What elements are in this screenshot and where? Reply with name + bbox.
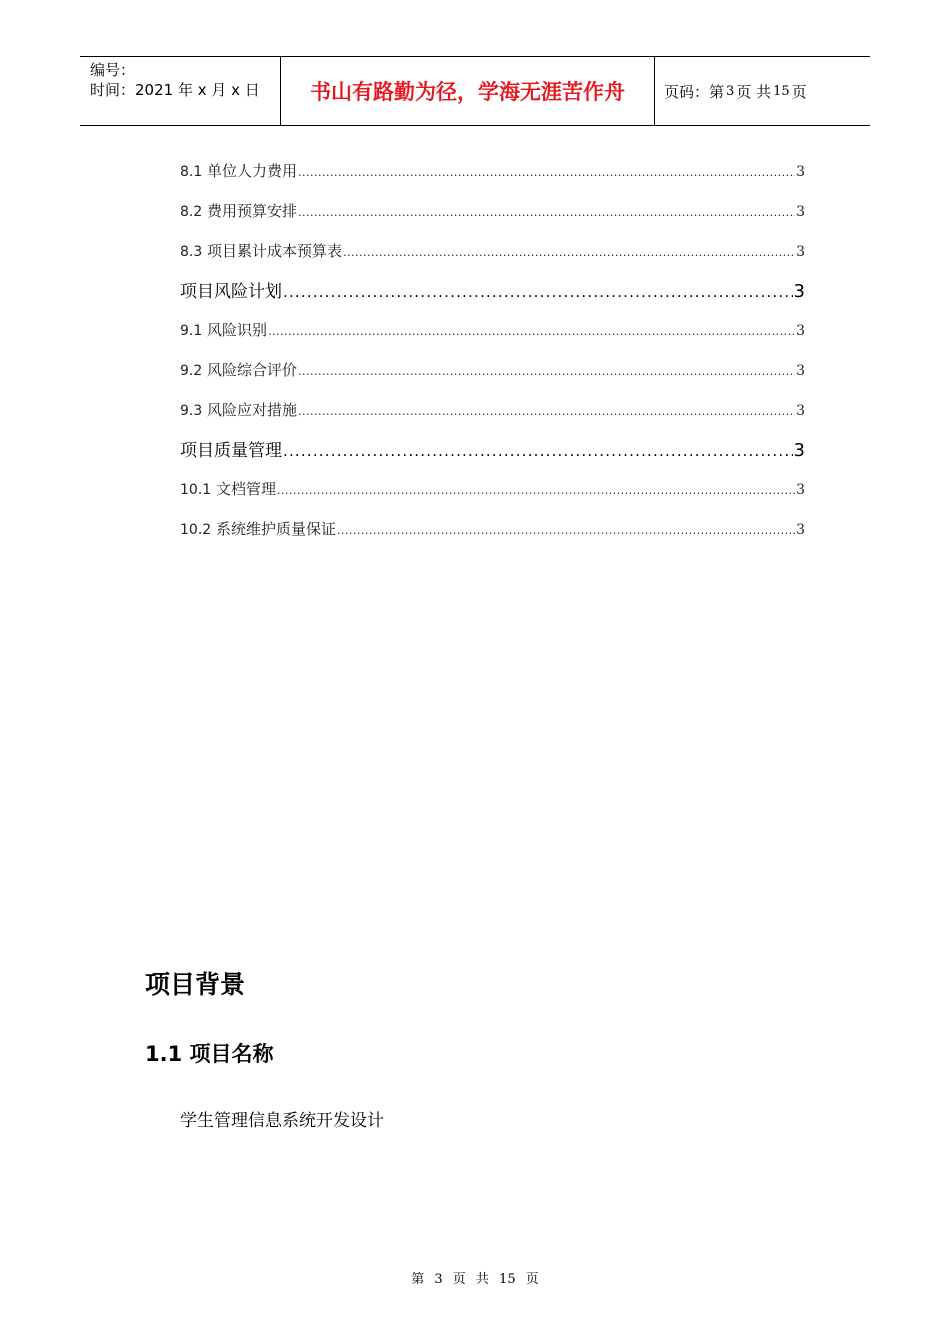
toc-page: 3 bbox=[796, 204, 805, 220]
page-footer: 第 3 页 共 15 页 bbox=[411, 1272, 539, 1287]
page-suffix: 页 bbox=[791, 82, 807, 101]
toc-title: 风险应对措施 bbox=[207, 401, 298, 419]
toc-number: 8.2 bbox=[180, 204, 203, 220]
toc-title: 系统维护质量保证 bbox=[215, 520, 336, 538]
toc-entry[interactable] bbox=[180, 436, 805, 461]
page-current: 3 bbox=[726, 83, 735, 99]
toc-title: 风险综合评价 bbox=[207, 361, 298, 379]
toc-number: 9.1 bbox=[180, 323, 203, 339]
toc-title: 项目质量管理 bbox=[180, 441, 282, 461]
toc-entry[interactable] bbox=[180, 160, 805, 181]
page-prefix: 页码：第 bbox=[664, 82, 725, 101]
subsection-title: 项目名称 bbox=[189, 1042, 274, 1066]
toc-number: 9.3 bbox=[180, 403, 203, 419]
toc-number: 10.1 bbox=[180, 482, 212, 498]
header-motto: 书山有路勤为径，学海无涯苦作舟 bbox=[281, 57, 655, 125]
toc-title: 单位人力费用 bbox=[207, 162, 298, 180]
toc-page: 3 bbox=[793, 281, 805, 302]
toc-entry[interactable] bbox=[180, 359, 805, 380]
toc-number: 8.1 bbox=[180, 164, 203, 180]
toc-number: 10.2 bbox=[180, 522, 212, 538]
toc-page: 3 bbox=[796, 164, 805, 180]
page-header bbox=[80, 56, 870, 126]
header-page-info bbox=[655, 57, 870, 125]
toc-number: 9.2 bbox=[180, 363, 203, 379]
page-middle: 页 共 bbox=[736, 82, 772, 101]
toc-entry[interactable] bbox=[180, 518, 805, 539]
toc-entry[interactable] bbox=[180, 277, 805, 302]
toc-entry[interactable] bbox=[180, 319, 805, 340]
toc-leader bbox=[298, 365, 795, 378]
toc-page: 3 bbox=[796, 403, 805, 419]
toc-title: 费用预算安排 bbox=[207, 202, 298, 220]
toc-leader bbox=[343, 246, 795, 259]
subsection-heading bbox=[145, 1038, 274, 1068]
toc-page: 3 bbox=[793, 440, 805, 461]
section-heading: 项目背景 bbox=[145, 970, 246, 999]
toc-title: 项目累计成本预算表 bbox=[207, 242, 343, 260]
toc-title: 文档管理 bbox=[215, 480, 276, 498]
page-total: 15 bbox=[773, 83, 790, 99]
toc-leader bbox=[298, 166, 795, 179]
toc-entry[interactable] bbox=[180, 200, 805, 221]
toc-page: 3 bbox=[796, 323, 805, 339]
time-label: 时间：2021 年 x 月 x 日 bbox=[90, 81, 260, 99]
toc-title: 风险识别 bbox=[207, 321, 268, 339]
toc-title: 项目风险计划 bbox=[180, 282, 282, 302]
toc-leader bbox=[298, 405, 795, 418]
number-label: 编号： bbox=[90, 61, 136, 79]
toc-entry[interactable] bbox=[180, 399, 805, 420]
toc-leader bbox=[283, 283, 793, 301]
toc-leader bbox=[283, 442, 793, 460]
toc-leader bbox=[337, 524, 795, 537]
toc-number: 8.3 bbox=[180, 244, 203, 260]
toc-page: 3 bbox=[796, 363, 805, 379]
toc-entry[interactable] bbox=[180, 478, 805, 499]
toc-page: 3 bbox=[796, 482, 805, 498]
toc-entry[interactable] bbox=[180, 240, 805, 261]
toc-leader bbox=[277, 484, 795, 497]
toc-page: 3 bbox=[796, 244, 805, 260]
toc-page: 3 bbox=[796, 522, 805, 538]
toc-leader bbox=[268, 325, 795, 338]
subsection-number: 1.1 bbox=[145, 1042, 183, 1066]
toc-leader bbox=[298, 206, 795, 219]
project-name-text: 学生管理信息系统开发设计 bbox=[180, 1111, 384, 1131]
header-info bbox=[80, 57, 281, 125]
